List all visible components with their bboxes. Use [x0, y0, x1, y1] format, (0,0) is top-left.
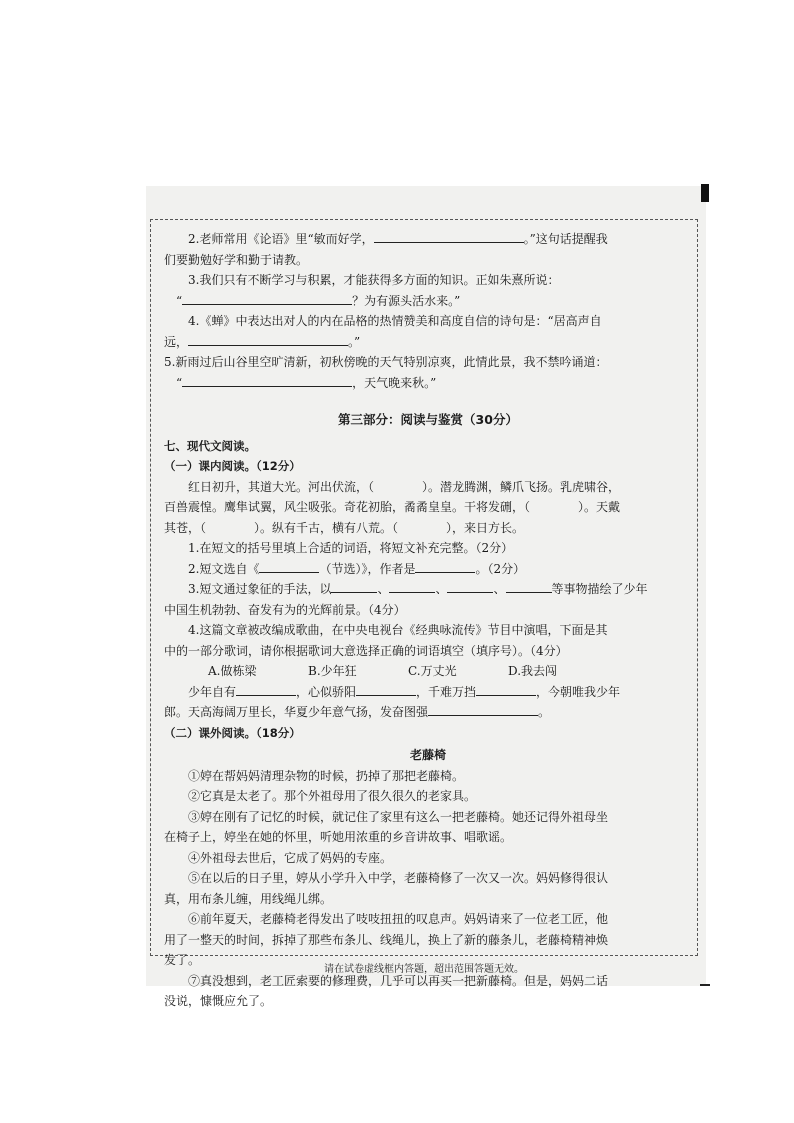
essay-paragraph: ⑦真没想到，老工匠索要的修理费，几乎可以再买一把新藤椅。但是，妈妈二话: [188, 973, 609, 988]
essay-paragraph: ②它真是太老了。那个外祖母用了很久很久的老家具。: [188, 789, 477, 803]
registration-mark: [701, 184, 709, 202]
question-3-line2: 中国生机勃勃、奋发有为的光辉前景。（4分）: [164, 602, 406, 617]
option-c: C.万丈光: [408, 664, 457, 678]
essay-paragraph: ⑤在以后的日子里，婷从小学升入中学，老藤椅修了一次又一次。妈妈修得很认: [188, 871, 609, 885]
essay-paragraph: 在椅子上，婷坐在她的怀里，听她用浓重的乡音讲故事、唱歌谣。: [164, 830, 513, 844]
exam-content: [164, 229, 692, 1012]
essay-paragraph: 发了。: [164, 953, 201, 967]
lyric-line2: 郎。天高海阔万里长，华夏少年意气扬，发奋图强 。: [164, 705, 551, 719]
answer-blank[interactable]: [236, 683, 296, 696]
passage-line: 红日初升，其道大光。河出伏流，（ ）。潜龙腾渊，鳞爪飞扬。乳虎啸谷，: [188, 479, 621, 494]
fill-q2-line2: 们要勤勉好学和勤于请教。: [164, 252, 309, 267]
essay-title: 老藤椅: [409, 748, 446, 762]
fill-q2-line1: 2.老师常用《论语》里“敏而好学， 。”这句话提醒我: [188, 232, 608, 246]
fill-q3-line1: 3.我们只有不断学习与积累，才能获得多方面的知识。正如朱熹所说：: [188, 273, 560, 287]
question-3-line1: 3.短文通过象征的手法，以 、 、 、 等事物描绘了少年: [188, 582, 648, 596]
option-d: D.我去闯: [508, 664, 558, 678]
option-a: A.做栋梁: [208, 664, 257, 678]
answer-blank[interactable]: [374, 230, 524, 243]
essay-paragraph: ①婷在帮妈妈清理杂物的时候，扔掉了那把老藤椅。: [188, 768, 465, 783]
fill-q3-line2: “ ？为有源头活水来。”: [176, 293, 461, 308]
option-b: B.少年狂: [308, 664, 357, 678]
lyric-line1: 少年自有 ，心似骄阳 ，千难万挡 ，今朝唯我少年: [188, 684, 621, 699]
passage-line: 其苍，（ ）。纵有千古，横有八荒。（ ），来日方长。: [164, 520, 525, 535]
answer-blank[interactable]: [447, 580, 493, 593]
fill-q4-line1: 4.《蝉》中表达出对人的内在品格的热情赞美和高度自信的诗句是：“居高声自: [188, 314, 602, 328]
question-4-line2: 中的一部分歌词，请你根据歌词大意选择正确的词语填空（填序号）。（4分）: [164, 643, 568, 658]
option-list: [164, 661, 692, 682]
answer-blank[interactable]: [428, 703, 538, 716]
answer-blank[interactable]: [259, 560, 319, 573]
question-2: 2.短文选自《 （节选）》，作者是 。（2分）: [188, 561, 526, 576]
essay-paragraph: 用了一整天的时间，拆掉了那些布条儿、线绳儿，换上了新的藤条儿，老藤椅精神焕: [164, 932, 609, 947]
question-4-line1: 4.这篇文章被改编成歌曲，在中央电视台《经典咏流传》节目中演唱，下面是其: [188, 623, 608, 637]
q7-title: 七、现代文阅读。: [164, 438, 256, 453]
answer-blank[interactable]: [182, 292, 352, 305]
essay-paragraph: 真，用布条儿缠，用线绳儿绑。: [164, 891, 333, 906]
fill-q4-line2: 远， 。”: [164, 334, 361, 349]
sub1-title: （一）课内阅读。（12分）: [164, 459, 301, 473]
essay-paragraph: ④外祖母去世后，它成了妈妈的专座。: [188, 850, 393, 865]
answer-blank[interactable]: [389, 580, 435, 593]
fill-q5-line2: “ ，天气晚来秋。”: [176, 375, 437, 390]
question-1: 1.在短文的括号里填上合适的词语，将短文补充完整。（2分）: [188, 541, 514, 555]
answer-blank[interactable]: [356, 683, 416, 696]
footer-notice: 请在试卷虚线框内答题，超出范围答题无效。: [324, 964, 524, 975]
fill-q5-line1: 5.新雨过后山谷里空旷清新，初秋傍晚的天气特别凉爽，此情此景，我不禁吟诵道：: [164, 355, 608, 369]
answer-blank[interactable]: [182, 374, 352, 387]
answer-blank[interactable]: [188, 333, 348, 346]
sub2-title: （二）课外阅读。（18分）: [164, 725, 301, 740]
passage-line: 百兽震惶。鹰隼试翼，风尘吸张。奇花初胎，矞矞皇皇。干将发硎，（ ）。天戴: [164, 500, 621, 514]
answer-blank[interactable]: [331, 580, 377, 593]
answer-blank[interactable]: [476, 683, 536, 696]
essay-paragraph: ③婷在刚有了记忆的时候，就记住了家里有这么一把老藤椅。她还记得外祖母坐: [188, 809, 609, 824]
answer-blank[interactable]: [415, 560, 475, 573]
registration-mark-small: [700, 984, 710, 986]
part3-title: 第三部分：阅读与鉴赏（30分）: [338, 412, 518, 427]
essay-paragraph: ⑥前年夏天，老藤椅老得发出了吱吱扭扭的叹息声。妈妈请来了一位老工匠，他: [188, 912, 609, 926]
answer-blank[interactable]: [506, 580, 552, 593]
essay-paragraph: 没说，慷慨应允了。: [164, 994, 273, 1008]
